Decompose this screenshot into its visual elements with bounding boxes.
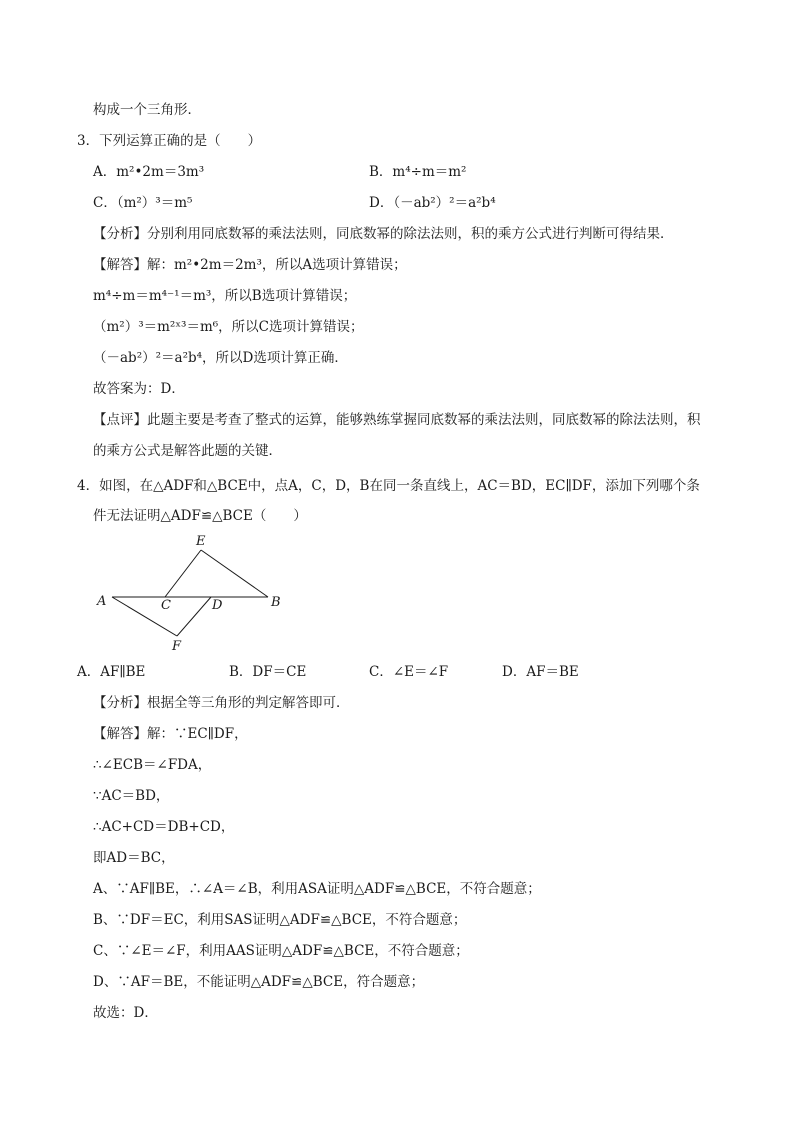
q4-option-a: A．AF∥BE (77, 664, 146, 680)
q3-option-a: A．m²•2m＝3m³ (93, 164, 205, 180)
label-d: D (212, 598, 223, 613)
q3-comment-cont: 的乘方公式是解答此题的关键． (93, 443, 282, 459)
q4-solution-line: D、∵AF＝BE，不能证明△ADF≌△BCE，符合题意； (93, 974, 425, 990)
question-4-stem: 4．如图，在△ADF和△BCE中，点A，C，D，B在同一条直线上，AC＝BD，EC∥DF，添加下列哪个条 (77, 478, 700, 494)
q4-answer: 故选：D． (93, 1005, 158, 1021)
q3-option-b: B．m⁴÷m＝m² (369, 164, 467, 180)
text-line: 构成一个三角形． (93, 102, 201, 118)
q4-option-d: D．AF＝BE (502, 664, 579, 680)
q3-option-c: C．（m²）³＝m⁵ (93, 195, 193, 211)
q3-comment: 【点评】此题主要是考查了整式的运算，能够熟练掌握同底数幂的乘法法则，同底数幂的除法法则，积 (93, 412, 701, 428)
q4-solution-line: ∴AC+CD＝DB+CD， (93, 819, 235, 835)
q3-solution-line: （m²）³＝m²ˣ³＝m⁶，所以C选项计算错误； (93, 319, 364, 335)
label-a: A (97, 594, 107, 609)
q4-solution-line: A、∵AF∥BE，∴∠A＝∠B，利用ASA证明△ADF≌△BCE，不符合题意； (93, 881, 541, 897)
label-f: F (172, 639, 182, 654)
question-4-stem-cont: 件无法证明△ADF≌△BCE（ ） (93, 508, 307, 524)
label-b: B (271, 595, 281, 610)
q3-solution-line: 【解答】解：m²•2m＝2m³，所以A选项计算错误； (93, 257, 407, 273)
q4-option-c: C．∠E＝∠F (369, 664, 449, 680)
q4-solution-line: C、∵∠E＝∠F，利用AAS证明△ADF≌△BCE，不符合题意； (93, 943, 469, 959)
q4-option-b: B．DF＝CE (229, 664, 307, 680)
q3-analysis: 【分析】分别利用同底数幂的乘法法则，同底数幂的除法法则，积的乘方公式进行判断可得结果． (93, 226, 674, 242)
segment-fd (177, 597, 211, 636)
q4-solution-line: ∵AC＝BD， (93, 788, 170, 804)
q4-solution-line: B、∵DF＝EC，利用SAS证明△ADF≌△BCE，不符合题意； (93, 912, 467, 928)
segment-ce (165, 550, 201, 597)
q3-solution-line: m⁴÷m＝m⁴⁻¹＝m³，所以B选项计算错误； (93, 288, 357, 304)
q4-solution-line: ∴∠ECB＝∠FDA， (93, 757, 212, 773)
q3-answer: 故答案为：D． (93, 381, 185, 397)
label-c: C (161, 598, 171, 613)
q4-solution-line: 【解答】解：∵EC∥DF， (93, 726, 248, 742)
geometry-figure (90, 530, 300, 655)
question-3-stem: 3．下列运算正确的是（ ） (77, 133, 262, 149)
label-e: E (196, 534, 206, 549)
segment-eb (201, 550, 268, 597)
q4-solution-line: 即AD＝BC， (93, 850, 175, 866)
q3-solution-line: （－ab²）²＝a²b⁴，所以D选项计算正确． (93, 350, 348, 366)
q3-option-d: D．（－ab²）²＝a²b⁴ (369, 195, 496, 211)
q4-analysis: 【分析】根据全等三角形的判定解答即可． (93, 695, 350, 711)
